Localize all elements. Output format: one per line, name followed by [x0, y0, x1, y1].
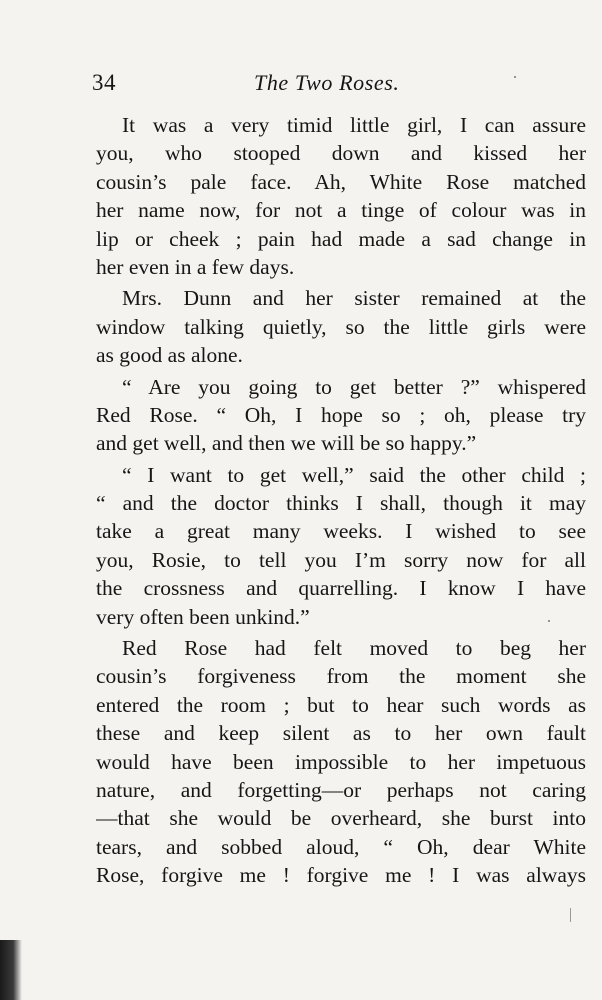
body-text — [96, 111, 586, 890]
text-line: Rose, forgive me ! forgive me ! I was always — [96, 863, 586, 888]
text-line: It was a very timid little girl, I can assure — [122, 113, 586, 137]
text-line: you, Rosie, to tell you I’m sorry now for all — [96, 547, 586, 572]
text-line: tears, and sobbed aloud, “ Oh, dear White — [96, 834, 586, 859]
scan-shadow-edge — [0, 940, 22, 1000]
text-line: these and keep silent as to her own fault — [96, 721, 586, 746]
text-line: nature, and forgetting—or perhaps not caring — [96, 777, 586, 802]
print-speck — [548, 620, 550, 622]
text-line: Mrs. Dunn and her sister remained at the — [122, 286, 586, 311]
print-speck — [514, 76, 516, 78]
text-line: entered the room ; but to hear such words as — [96, 692, 586, 717]
text-line: you, who stooped down and kissed her — [96, 141, 586, 166]
page-header — [92, 70, 504, 106]
text-line: cousin’s forgiveness from the moment she — [96, 664, 586, 689]
text-line: lip or cheek ; pain had made a sad change in — [96, 226, 586, 251]
text-line: Red Rose had felt moved to beg her — [122, 636, 586, 661]
text-line: take a great many weeks. I wished to see — [96, 519, 586, 544]
text-line: “ Are you going to get better ?” whispered — [122, 374, 586, 399]
running-title: The Two Roses. — [254, 70, 400, 95]
text-line: would have been impossible to her impetuous — [96, 749, 586, 774]
page-number: 34 — [92, 70, 116, 95]
print-mark — [570, 908, 571, 922]
text-line: “ I want to get well,” said the other child ; — [122, 462, 586, 487]
text-line: —that she would be overheard, she burst into — [96, 806, 586, 831]
text-line: cousin’s pale face. Ah, White Rose matched — [96, 169, 586, 194]
text-line: as good as alone. — [96, 343, 243, 368]
text-line: very often been unkind.” — [96, 604, 310, 629]
text-line: and get well, and then we will be so happy.” — [96, 431, 477, 456]
text-line: her even in a few days. — [96, 254, 295, 279]
text-line: her name now, for not a tinge of colour was in — [96, 198, 586, 223]
text-line: “ and the doctor thinks I shall, though it may — [96, 491, 586, 516]
text-line: window talking quietly, so the little girls were — [96, 314, 586, 339]
text-line: Red Rose. “ Oh, I hope so ; oh, please try — [96, 402, 586, 427]
text-line: the crossness and quarrelling. I know I have — [96, 576, 586, 601]
